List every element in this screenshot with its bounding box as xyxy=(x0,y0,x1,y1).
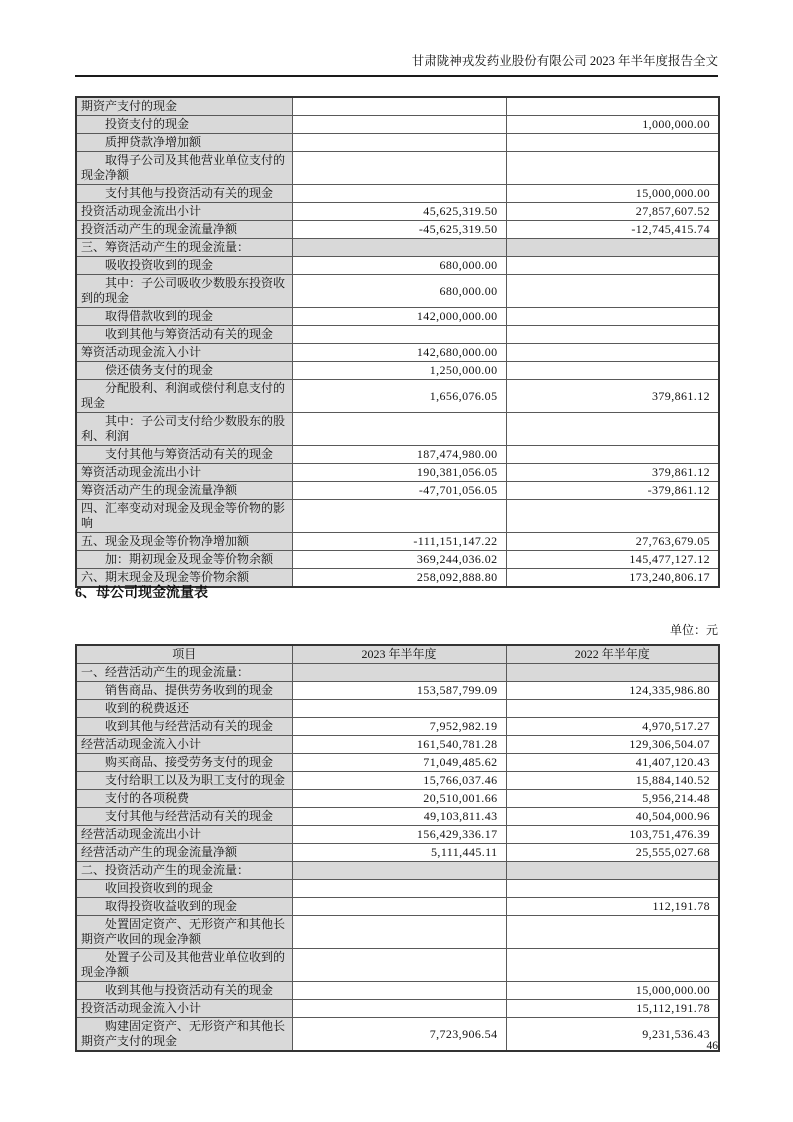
row-label: 其中：子公司支付给少数股东的股利、利润 xyxy=(76,413,292,446)
value-2023 xyxy=(292,862,506,880)
value-2022: 379,861.12 xyxy=(506,464,719,482)
table-row xyxy=(76,464,719,482)
row-label: 吸收投资收到的现金 xyxy=(76,257,292,275)
row-label: 投资活动现金流出小计 xyxy=(76,203,292,221)
value-2022: 1,000,000.00 xyxy=(506,116,719,134)
value-2023 xyxy=(292,700,506,718)
row-label: 经营活动现金流出小计 xyxy=(76,826,292,844)
value-2022 xyxy=(506,257,719,275)
table-row xyxy=(76,500,719,533)
row-label: 其中：子公司吸收少数股东投资收到的现金 xyxy=(76,275,292,308)
row-label: 分配股利、利润或偿付利息支付的现金 xyxy=(76,380,292,413)
value-2022: 4,970,517.27 xyxy=(506,718,719,736)
column-header-1: 2023 年半年度 xyxy=(292,645,506,664)
value-2022: 25,555,027.68 xyxy=(506,844,719,862)
table-row xyxy=(76,97,719,116)
table-row xyxy=(76,446,719,464)
row-label: 三、筹资活动产生的现金流量： xyxy=(76,239,292,257)
page-number: 46 xyxy=(706,1040,718,1052)
value-2022 xyxy=(506,134,719,152)
value-2023 xyxy=(292,898,506,916)
table-row xyxy=(76,551,719,569)
value-2022 xyxy=(506,152,719,185)
value-2023 xyxy=(292,116,506,134)
table-row xyxy=(76,754,719,772)
row-label: 四、汇率变动对现金及现金等价物的影响 xyxy=(76,500,292,533)
table-row xyxy=(76,116,719,134)
value-2023 xyxy=(292,134,506,152)
table-row xyxy=(76,949,719,982)
table-row xyxy=(76,533,719,551)
row-label: 经营活动产生的现金流量净额 xyxy=(76,844,292,862)
value-2023 xyxy=(292,949,506,982)
value-2022 xyxy=(506,97,719,116)
row-label: 加：期初现金及现金等价物余额 xyxy=(76,551,292,569)
row-label: 投资支付的现金 xyxy=(76,116,292,134)
consolidated-cash-flow-table-continued xyxy=(75,96,720,588)
table-row xyxy=(76,152,719,185)
value-2023 xyxy=(292,500,506,533)
row-label: 二、投资活动产生的现金流量： xyxy=(76,862,292,880)
row-label: 支付给职工以及为职工支付的现金 xyxy=(76,772,292,790)
section-row xyxy=(76,664,719,682)
value-2023 xyxy=(292,982,506,1000)
value-2023: 45,625,319.50 xyxy=(292,203,506,221)
value-2023: -45,625,319.50 xyxy=(292,221,506,239)
table2-body xyxy=(76,645,719,1051)
value-2022: 27,763,679.05 xyxy=(506,533,719,551)
section-row xyxy=(76,239,719,257)
row-label: 购买商品、接受劳务支付的现金 xyxy=(76,754,292,772)
value-2023 xyxy=(292,326,506,344)
row-label: 偿还债务支付的现金 xyxy=(76,362,292,380)
value-2022 xyxy=(506,949,719,982)
row-label: 投资活动产生的现金流量净额 xyxy=(76,221,292,239)
value-2022 xyxy=(506,916,719,949)
row-label: 一、经营活动产生的现金流量： xyxy=(76,664,292,682)
value-2023: 142,000,000.00 xyxy=(292,308,506,326)
value-2023: 142,680,000.00 xyxy=(292,344,506,362)
parent-company-cash-flow-table xyxy=(75,644,720,1052)
row-label: 期资产支付的现金 xyxy=(76,97,292,116)
row-label: 购建固定资产、无形资产和其他长期资产支付的现金 xyxy=(76,1018,292,1052)
value-2022 xyxy=(506,880,719,898)
value-2022 xyxy=(506,700,719,718)
value-2022 xyxy=(506,862,719,880)
row-label: 质押贷款净增加额 xyxy=(76,134,292,152)
value-2022 xyxy=(506,308,719,326)
document-header xyxy=(75,53,718,69)
value-2022: 379,861.12 xyxy=(506,380,719,413)
value-2023: 15,766,037.46 xyxy=(292,772,506,790)
row-label: 销售商品、提供劳务收到的现金 xyxy=(76,682,292,700)
table-row xyxy=(76,134,719,152)
value-2023: 20,510,001.66 xyxy=(292,790,506,808)
row-label: 投资活动现金流入小计 xyxy=(76,1000,292,1018)
value-2023: 680,000.00 xyxy=(292,257,506,275)
row-label: 支付其他与筹资活动有关的现金 xyxy=(76,446,292,464)
value-2022 xyxy=(506,362,719,380)
table-row xyxy=(76,700,719,718)
section-title: 6、母公司现金流量表 xyxy=(75,586,208,601)
value-2022 xyxy=(506,344,719,362)
column-header-2: 2022 年半年度 xyxy=(506,645,719,664)
value-2023: 1,250,000.00 xyxy=(292,362,506,380)
value-2022 xyxy=(506,500,719,533)
table-row xyxy=(76,916,719,949)
value-2022: 112,191.78 xyxy=(506,898,719,916)
table-row xyxy=(76,682,719,700)
value-2023: 680,000.00 xyxy=(292,275,506,308)
value-2023: 187,474,980.00 xyxy=(292,446,506,464)
value-2022 xyxy=(506,413,719,446)
column-header-0: 项目 xyxy=(76,645,292,664)
table-row xyxy=(76,982,719,1000)
value-2022: -379,861.12 xyxy=(506,482,719,500)
table-row xyxy=(76,772,719,790)
value-2023 xyxy=(292,185,506,203)
table-row xyxy=(76,844,719,862)
value-2022: 145,477,127.12 xyxy=(506,551,719,569)
value-2022: 5,956,214.48 xyxy=(506,790,719,808)
header-divider xyxy=(75,75,718,77)
value-2022: 41,407,120.43 xyxy=(506,754,719,772)
value-2023: 71,049,485.62 xyxy=(292,754,506,772)
value-2022: 124,335,986.80 xyxy=(506,682,719,700)
table-row xyxy=(76,275,719,308)
table-row xyxy=(76,203,719,221)
value-2022: 129,306,504.07 xyxy=(506,736,719,754)
table-row xyxy=(76,308,719,326)
value-2023: 49,103,811.43 xyxy=(292,808,506,826)
value-2023: 7,723,906.54 xyxy=(292,1018,506,1052)
value-2022 xyxy=(506,446,719,464)
value-2023: -47,701,056.05 xyxy=(292,482,506,500)
value-2022: 15,000,000.00 xyxy=(506,185,719,203)
value-2023: 7,952,982.19 xyxy=(292,718,506,736)
row-label: 取得子公司及其他营业单位支付的现金净额 xyxy=(76,152,292,185)
row-label: 筹资活动现金流出小计 xyxy=(76,464,292,482)
row-label: 收到其他与筹资活动有关的现金 xyxy=(76,326,292,344)
table-row xyxy=(76,326,719,344)
value-2022 xyxy=(506,326,719,344)
table-row xyxy=(76,880,719,898)
row-label: 五、现金及现金等价物净增加额 xyxy=(76,533,292,551)
row-label: 经营活动现金流入小计 xyxy=(76,736,292,754)
value-2023 xyxy=(292,413,506,446)
value-2023: 1,656,076.05 xyxy=(292,380,506,413)
table-row xyxy=(76,482,719,500)
table-row xyxy=(76,221,719,239)
table-row xyxy=(76,898,719,916)
row-label: 筹资活动产生的现金流量净额 xyxy=(76,482,292,500)
value-2023: 369,244,036.02 xyxy=(292,551,506,569)
value-2023: 258,092,888.80 xyxy=(292,569,506,588)
row-label: 支付的各项税费 xyxy=(76,790,292,808)
value-2022: 173,240,806.17 xyxy=(506,569,719,588)
table-row xyxy=(76,380,719,413)
row-label: 支付其他与投资活动有关的现金 xyxy=(76,185,292,203)
row-label: 收到其他与投资活动有关的现金 xyxy=(76,982,292,1000)
value-2022: 15,112,191.78 xyxy=(506,1000,719,1018)
value-2023: 161,540,781.28 xyxy=(292,736,506,754)
value-2022: 9,231,536.43 xyxy=(506,1018,719,1052)
row-label: 取得借款收到的现金 xyxy=(76,308,292,326)
value-2022 xyxy=(506,664,719,682)
row-label: 六、期末现金及现金等价物余额 xyxy=(76,569,292,588)
table-row xyxy=(76,344,719,362)
value-2023 xyxy=(292,916,506,949)
value-2023: 156,429,336.17 xyxy=(292,826,506,844)
value-2023 xyxy=(292,152,506,185)
unit-label: 单位：元 xyxy=(669,623,718,637)
value-2023: -111,151,147.22 xyxy=(292,533,506,551)
value-2022: 103,751,476.39 xyxy=(506,826,719,844)
table-row xyxy=(76,790,719,808)
table-row xyxy=(76,362,719,380)
report-title: 甘肃陇神戎发药业股份有限公司 2023 年半年度报告全文 xyxy=(411,54,718,68)
table-row xyxy=(76,413,719,446)
value-2023: 190,381,056.05 xyxy=(292,464,506,482)
row-label: 处置子公司及其他营业单位收到的现金净额 xyxy=(76,949,292,982)
value-2022 xyxy=(506,239,719,257)
value-2022: 27,857,607.52 xyxy=(506,203,719,221)
row-label: 收回投资收到的现金 xyxy=(76,880,292,898)
table1-body xyxy=(76,97,719,587)
table-row xyxy=(76,257,719,275)
table-row xyxy=(76,718,719,736)
value-2022: 15,884,140.52 xyxy=(506,772,719,790)
value-2023 xyxy=(292,97,506,116)
value-2023 xyxy=(292,880,506,898)
row-label: 收到其他与经营活动有关的现金 xyxy=(76,718,292,736)
value-2023 xyxy=(292,664,506,682)
row-label: 收到的税费返还 xyxy=(76,700,292,718)
row-label: 筹资活动现金流入小计 xyxy=(76,344,292,362)
table-row xyxy=(76,808,719,826)
value-2022: -12,745,415.74 xyxy=(506,221,719,239)
table-row xyxy=(76,185,719,203)
table-header-row xyxy=(76,645,719,664)
table-row xyxy=(76,736,719,754)
row-label: 取得投资收益收到的现金 xyxy=(76,898,292,916)
value-2022: 15,000,000.00 xyxy=(506,982,719,1000)
section-row xyxy=(76,862,719,880)
value-2022 xyxy=(506,275,719,308)
value-2023 xyxy=(292,1000,506,1018)
value-2023: 5,111,445.11 xyxy=(292,844,506,862)
value-2023 xyxy=(292,239,506,257)
value-2023: 153,587,799.09 xyxy=(292,682,506,700)
table-row xyxy=(76,826,719,844)
value-2022: 40,504,000.96 xyxy=(506,808,719,826)
row-label: 处置固定资产、无形资产和其他长期资产收回的现金净额 xyxy=(76,916,292,949)
row-label: 支付其他与经营活动有关的现金 xyxy=(76,808,292,826)
table-row xyxy=(76,1000,719,1018)
